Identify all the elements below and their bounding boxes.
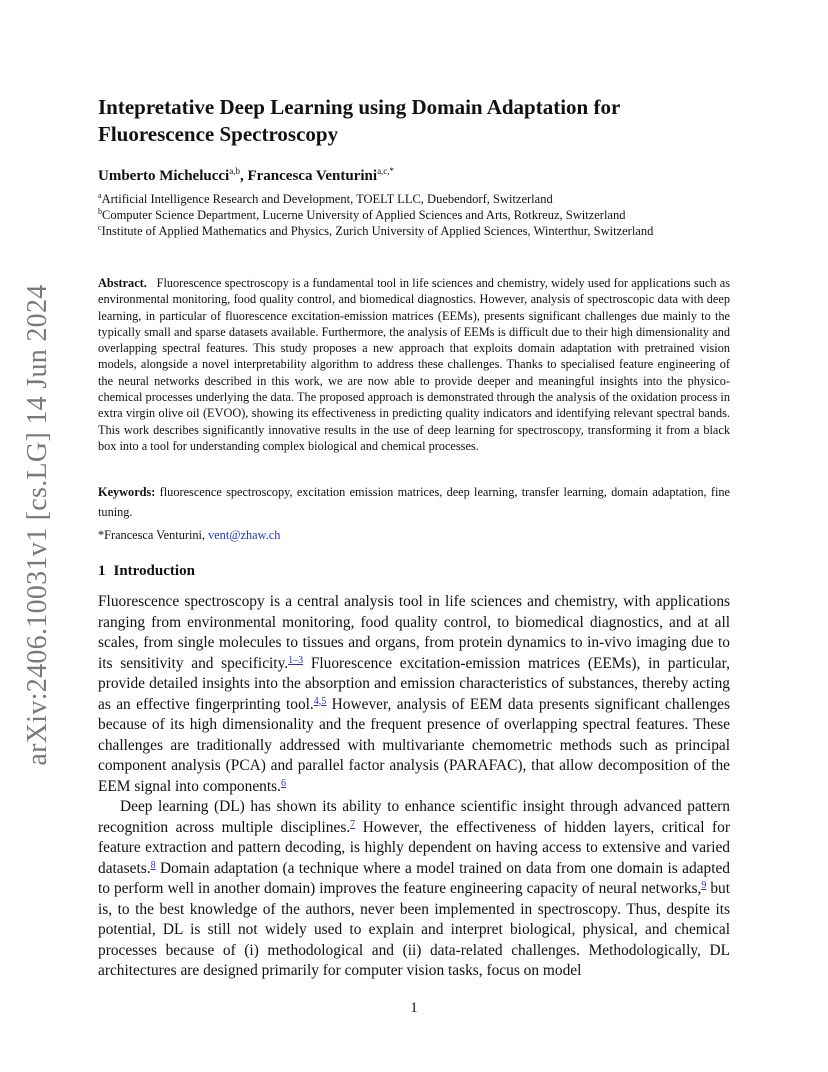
corresponding-author-name: *Francesca Venturini, bbox=[98, 528, 205, 542]
paragraph bbox=[98, 592, 730, 797]
paragraph-text: but is, to the best knowledge of the authors, never been implemented in spectroscopy. Thus, despite its potential, DL is still not widely used to explain and interpret biological, physical, and chemical processes because of (i) methodological and (ii) data-related challenges. Methodologically, DL architectures are designed primarily for computer vision tasks, focus on model bbox=[98, 880, 730, 979]
introduction-body bbox=[98, 592, 730, 982]
affiliation bbox=[98, 220, 653, 239]
author-list bbox=[98, 166, 394, 185]
affiliation-mark: a bbox=[98, 191, 102, 200]
citation-link[interactable]: 7 bbox=[350, 818, 356, 830]
page-number: 1 bbox=[410, 1000, 418, 1016]
corresponding-author-note bbox=[98, 528, 280, 543]
author-name: Umberto Michelucci bbox=[98, 168, 230, 184]
arxiv-identifier: arXiv:2406.10031v1 [cs.LG] 14 Jun 2024 bbox=[22, 284, 53, 766]
section-number: 1 bbox=[98, 563, 106, 579]
paper-title: Intepretative Deep Learning using Domain Adaptation for Fluorescence Spectroscopy bbox=[98, 95, 620, 146]
affiliation-mark: c bbox=[98, 223, 102, 232]
author-affiliation-mark: a,c,* bbox=[377, 166, 395, 176]
affiliation-mark: b bbox=[98, 207, 102, 216]
paragraph-text: Fluorescence spectroscopy is a central analysis tool in life sciences and chemistry, with applications ranging from environmental monitoring, food quality control, to biomedical diagnostics, and at all scales, from single molecules to tissues and organs, from protein dynamics to in-vivo imaging due to its sensitivity and specificity. bbox=[98, 593, 730, 672]
arxiv-sidebar-stamp bbox=[14, 284, 62, 766]
corresponding-author-email-link[interactable]: vent@zhaw.ch bbox=[205, 528, 281, 542]
paragraph-text: However, the effectiveness of hidden layers, critical for feature extraction and pattern decoding, is highly dependent on having access to extensive and varied datasets. bbox=[98, 818, 730, 877]
paragraph-text: However, analysis of EEM data presents significant challenges because of its high dimensionality and the frequent presence of overlapping spectral features. These challenges are traditionally addressed with multivariante chemometric methods such as principal component analysis (PCA) and parallel factor analysis (PARAFAC), that allow decomposition of the EEM signal into components. bbox=[98, 695, 731, 795]
paragraph-text: Deep learning (DL) has shown its ability to enhance scientific insight through advanced pattern recognition across multiple disciplines. bbox=[98, 798, 730, 836]
paragraph-text: Domain adaptation (a technique where a model trained on data from one domain is adapted to perform well in another domain) improves the feature engineering capacity of neural networks, bbox=[98, 859, 730, 897]
author-name: Francesca Venturini bbox=[247, 168, 378, 184]
paragraph bbox=[98, 797, 730, 982]
keywords-label: Keywords: bbox=[98, 485, 156, 499]
abstract bbox=[98, 275, 730, 454]
citation-link[interactable]: 1–3 bbox=[288, 654, 304, 666]
author-separator: , bbox=[239, 168, 248, 184]
citation-link[interactable]: 9 bbox=[701, 880, 707, 891]
section-title: Introduction bbox=[113, 563, 195, 579]
abstract-text: Fluorescence spectroscopy is a fundamental tool in life sciences and chemistry, widely used for applications such as environmental monitoring, food quality control, and biomedical diagnostics. However, analysis of spectroscopic data with deep learning, in particular of fluorescence excitation-emission matrices (EEMs), presents significant challenges due mainly to the typically small and sparse datasets available. Furthermore, the analysis of EEMs is difficult due to their high dimensionality and overlapping spectral features. This study proposes a new approach that exploits domain adaptation with pretrained vision models, alongside a novel interpretability algorithm to address these challenges. Thanks to specialised feature engineering of the neural networks described in this work, we are now able to provide deeper and meaningful insights into the physico-chemical processes underlying the data. The proposed approach is demonstrated through the analysis of the oxidation process in extra virgin olive oil (EVOO), showing its effectiveness in predicting quality indicators and identifying relevant spectral bands. This work describes significantly innovative results in the use of deep learning for spectroscopy, transforming it from a black box into a tool for understanding complex biological and chemical processes. bbox=[98, 276, 730, 453]
affiliation-text: Institute of Applied Mathematics and Physics, Zurich University of Applied Sciences, Winterthur, Switzerland bbox=[101, 224, 654, 239]
citation-link[interactable]: 8 bbox=[150, 859, 156, 871]
paragraph-text: Fluorescence excitation-emission matrices (EEMs), in particular, provide detailed insights into the absorption and emission characteristics of substances, thereby acting as an effective fingerprinting tool. bbox=[98, 654, 730, 713]
keywords bbox=[98, 482, 730, 522]
citation-link[interactable]: 4,5 bbox=[313, 695, 327, 707]
affiliation-text: Computer Science Department, Lucerne University of Applied Sciences and Arts, Rotkreuz, Switzerland bbox=[102, 208, 626, 223]
affiliation-text: Artificial Intelligence Research and Development, TOELT LLC, Duebendorf, Switzerland bbox=[101, 192, 553, 207]
citation-link[interactable]: 6 bbox=[280, 777, 286, 789]
author-affiliation-mark: a,b bbox=[229, 166, 240, 176]
section-heading-introduction bbox=[98, 563, 195, 580]
keywords-text: fluorescence spectroscopy, excitation emission matrices, deep learning, transfer learning, domain adaptation, fine tuning. bbox=[98, 485, 730, 519]
abstract-label: Abstract. bbox=[98, 276, 147, 290]
